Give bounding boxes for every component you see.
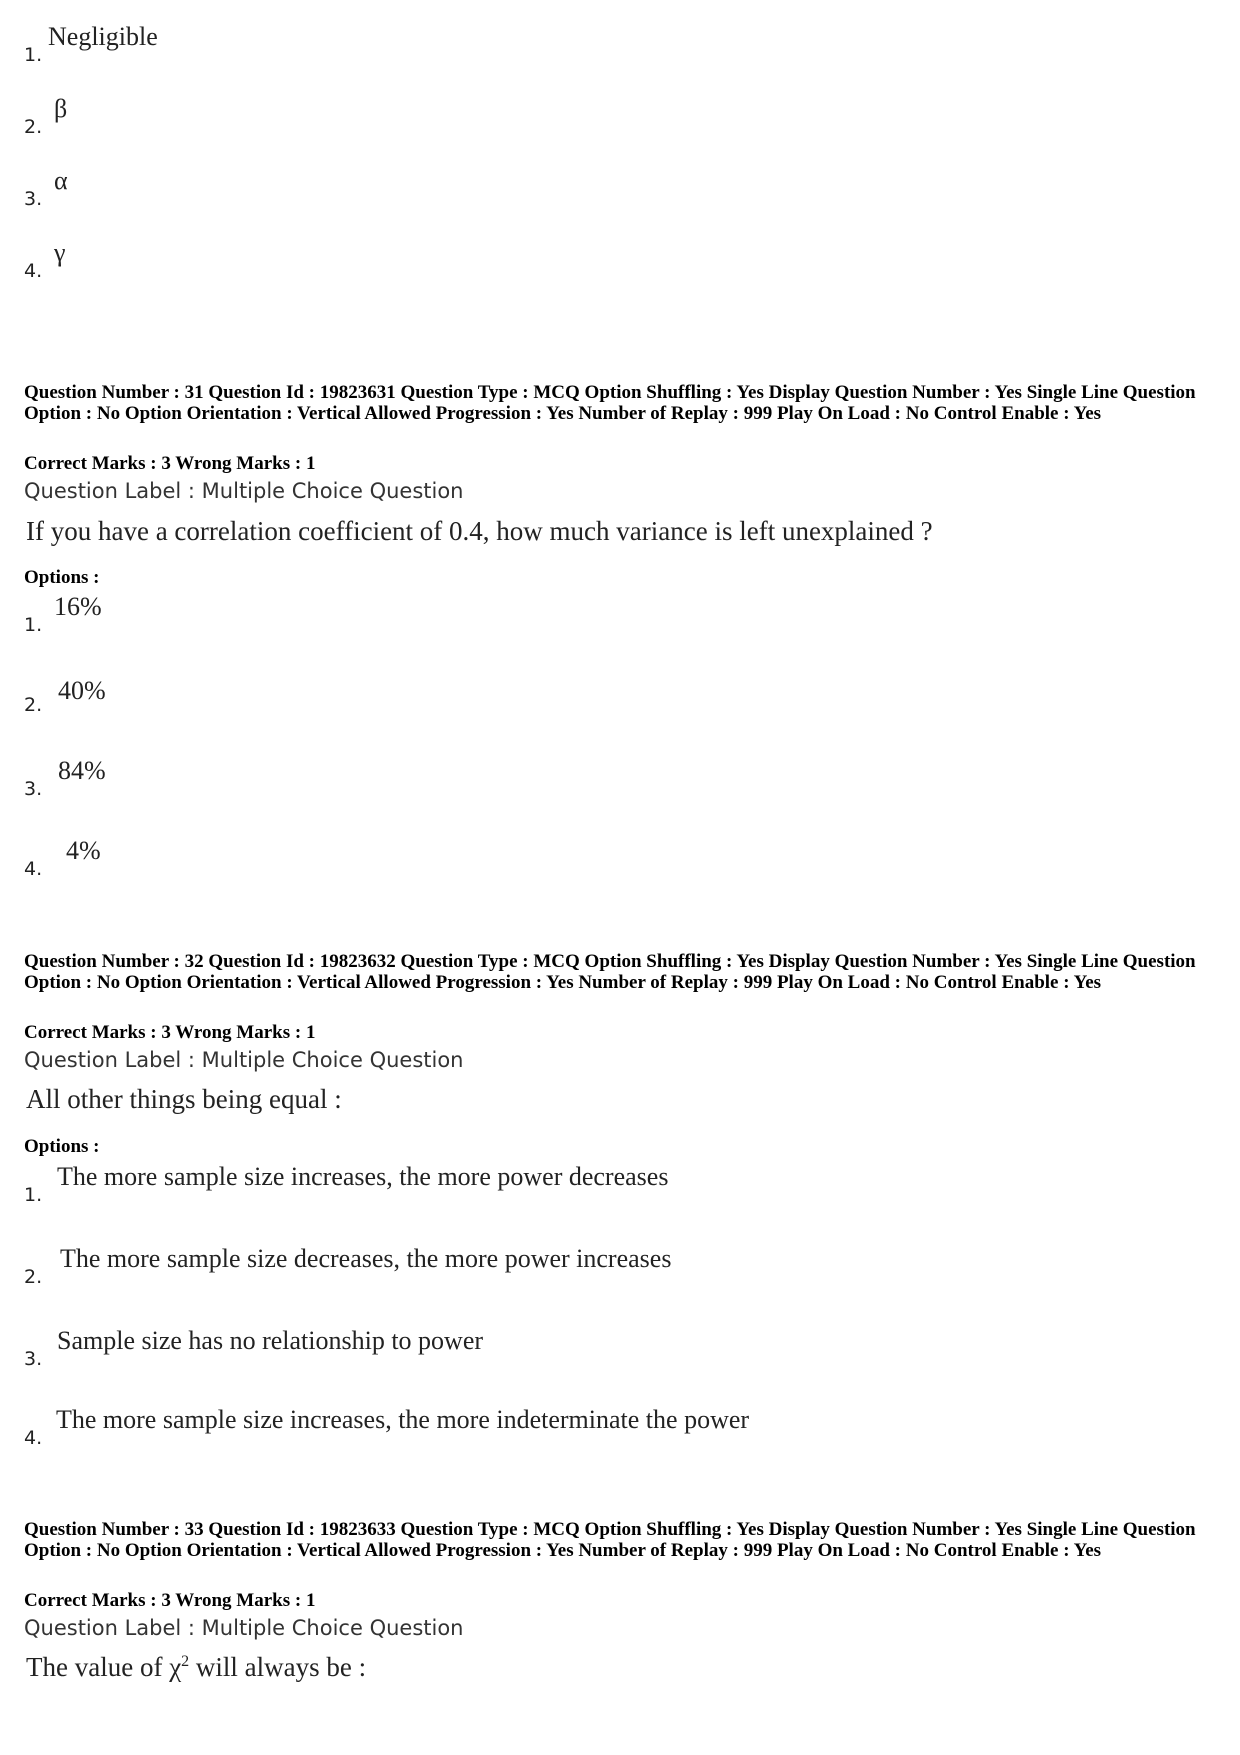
question-text xyxy=(26,1652,366,1683)
option-text: Negligible xyxy=(48,22,158,51)
question-marks: Correct Marks : 3 Wrong Marks : 1 xyxy=(24,1590,316,1611)
question-label: Question Label : Multiple Choice Question xyxy=(24,1048,464,1072)
question-text: All other things being equal : xyxy=(26,1084,342,1114)
question-marks: Correct Marks : 3 Wrong Marks : 1 xyxy=(24,453,316,474)
options-label: Options : xyxy=(24,1136,100,1157)
question-meta: Question Number : 31 Question Id : 19823631 Question Type : MCQ Option Shuffling : Yes Display Question Number : Yes Single Line Question Option : No Option Orientation : Vertical Allowed Progression : Yes Number of Replay : 999 Play On Load : No Control Enable : Yes xyxy=(24,382,1196,424)
option-number: 2. xyxy=(24,116,43,138)
question-text-after: will always be : xyxy=(189,1652,367,1682)
option-text: The more sample size increases, the more power decreases xyxy=(57,1162,669,1191)
option-text: The more sample size increases, the more indeterminate the power xyxy=(56,1405,750,1434)
question-text-before: The value of xyxy=(26,1652,170,1682)
option-number: 3. xyxy=(24,1348,43,1370)
option-text: α xyxy=(54,166,68,195)
option-number: 4. xyxy=(24,1427,43,1449)
options-label: Options : xyxy=(24,567,100,588)
question-meta: Question Number : 33 Question Id : 19823633 Question Type : MCQ Option Shuffling : Yes Display Question Number : Yes Single Line Question Option : No Option Orientation : Vertical Allowed Progression : Yes Number of Replay : 999 Play On Load : No Control Enable : Yes xyxy=(24,1519,1196,1561)
option-text: The more sample size decreases, the more power increases xyxy=(60,1244,672,1273)
option-number: 4. xyxy=(24,858,43,880)
option-text: Sample size has no relationship to power xyxy=(57,1326,484,1355)
question-text: If you have a correlation coefficient of 0.4, how much variance is left unexplained ? xyxy=(26,516,933,546)
option-number: 3. xyxy=(24,778,43,800)
option-text: γ xyxy=(54,238,66,267)
option-number: 4. xyxy=(24,260,43,282)
superscript: 2 xyxy=(181,1653,190,1670)
option-text: 84% xyxy=(58,756,106,785)
question-meta: Question Number : 32 Question Id : 19823632 Question Type : MCQ Option Shuffling : Yes Display Question Number : Yes Single Line Question Option : No Option Orientation : Vertical Allowed Progression : Yes Number of Replay : 999 Play On Load : No Control Enable : Yes xyxy=(24,951,1196,993)
option-number: 1. xyxy=(24,614,43,636)
option-number: 3. xyxy=(24,188,43,210)
option-text: β xyxy=(54,94,68,123)
option-number: 1. xyxy=(24,1184,43,1206)
chi-symbol: χ xyxy=(169,1652,182,1682)
option-text: 40% xyxy=(58,676,106,705)
option-text: 16% xyxy=(54,592,102,621)
question-marks: Correct Marks : 3 Wrong Marks : 1 xyxy=(24,1022,316,1043)
question-label: Question Label : Multiple Choice Question xyxy=(24,479,464,503)
option-number: 2. xyxy=(24,1266,43,1288)
option-number: 2. xyxy=(24,694,43,716)
option-number: 1. xyxy=(24,44,43,66)
question-label: Question Label : Multiple Choice Question xyxy=(24,1616,464,1640)
option-text: 4% xyxy=(66,836,101,865)
